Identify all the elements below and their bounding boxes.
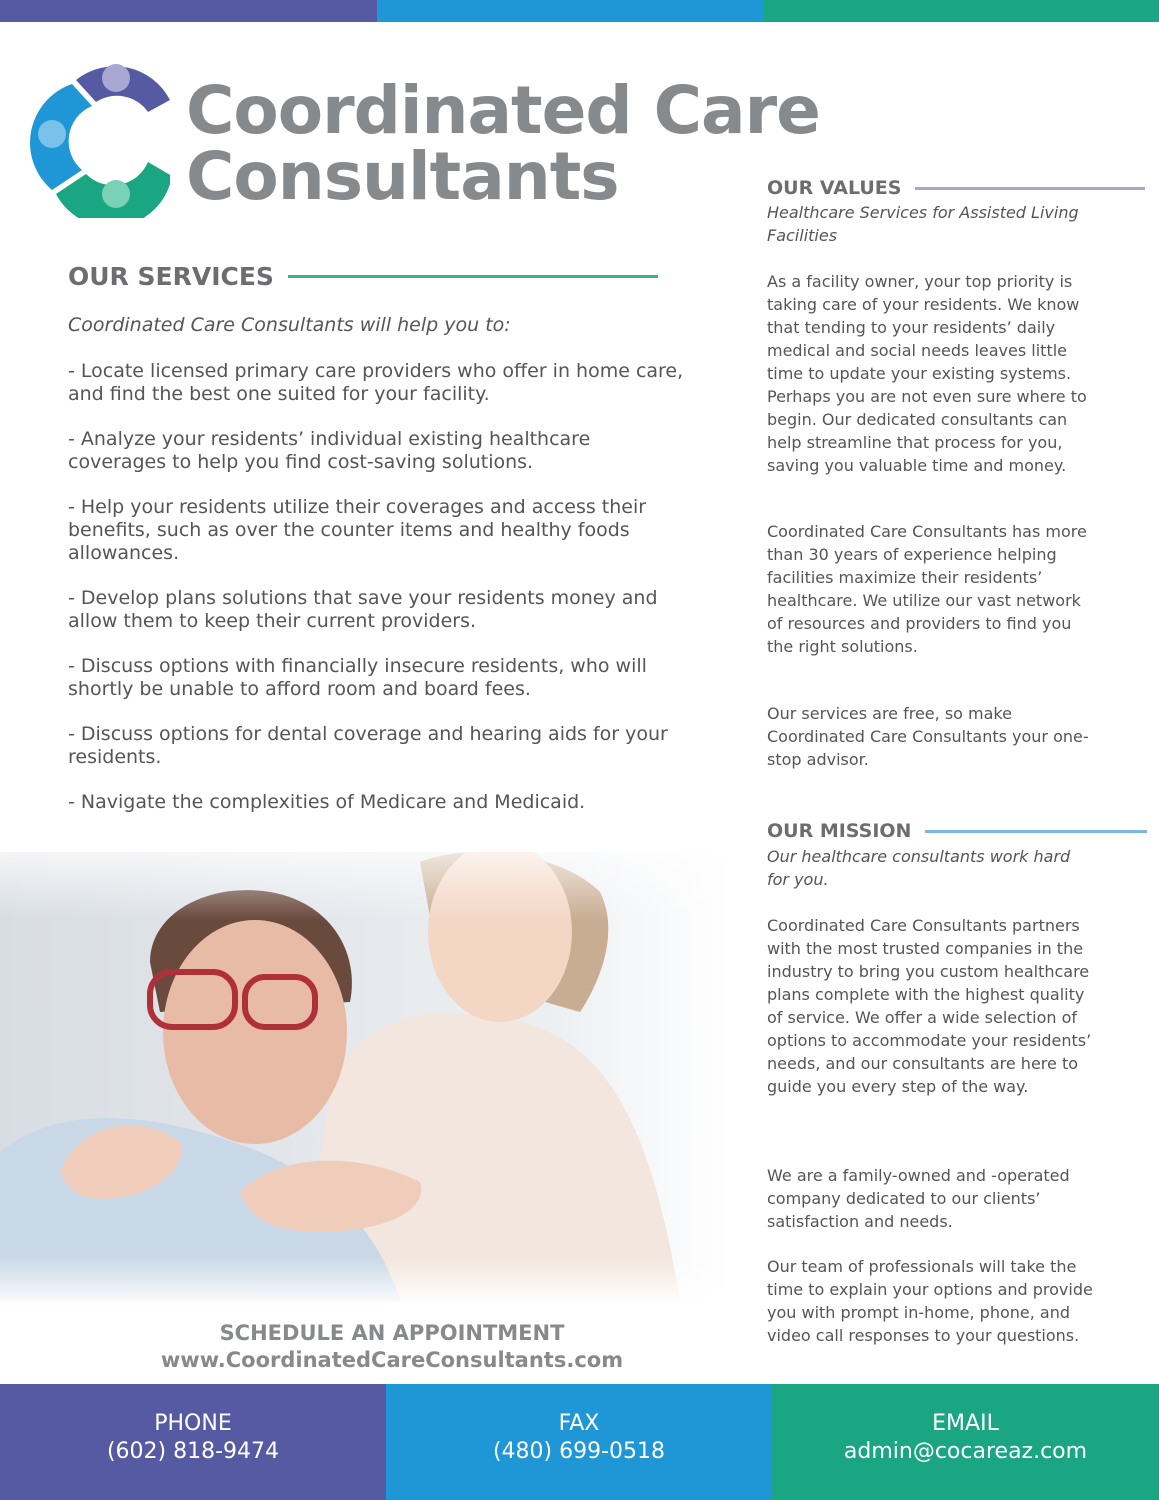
values-paragraph: As a facility owner, your top priority is taking care of your residents. We know that tending to your residents’ daily medical and social needs leaves little time to update your existing systems. Perhaps you are not even sure where to begin. Our dedicated consultants can help streamline that process for you, saving you valuable time and money. bbox=[767, 272, 1087, 475]
mission-paragraph: We are a family-owned and -operated company dedicated to our clients’ satisfaction and needs. bbox=[767, 1166, 1070, 1231]
caregiver-photo bbox=[0, 852, 730, 1302]
list-item: - Navigate the complexities of Medicare and Medicaid. bbox=[68, 791, 586, 813]
mission-paragraph: Coordinated Care Consultants partners with the most trusted companies in the industry to bring you custom healthcare plans complete with the highest quality of service. We offer a wide selection of options to accommodate your residents’ needs, and our consultants are here to guide you every step of the way. bbox=[767, 916, 1092, 1096]
top-bar-green bbox=[764, 0, 1159, 22]
mission-heading bbox=[767, 820, 1147, 842]
website-link[interactable]: www.CoordinatedCareConsultants.com bbox=[160, 1348, 624, 1372]
logo-dot-purple bbox=[102, 64, 130, 92]
mission-subtitle: Our healthcare consultants work hard for you. bbox=[767, 847, 1071, 889]
services-intro: Coordinated Care Consultants will help you to: bbox=[68, 314, 511, 336]
logo-c-icon bbox=[30, 58, 170, 218]
logo-dot-green bbox=[102, 180, 130, 208]
values-heading bbox=[767, 177, 1145, 199]
mission-title: OUR MISSION bbox=[767, 820, 912, 842]
list-item: - Analyze your residents’ individual existing healthcare coverages to help you find cost-saving solutions. bbox=[68, 428, 591, 473]
logo-wordmark bbox=[186, 72, 820, 215]
services-heading bbox=[68, 262, 658, 291]
list-item: - Discuss options for dental coverage and hearing aids for your residents. bbox=[68, 723, 668, 768]
list-item: - Discuss options with financially insecure residents, who will shortly be unable to afford room and board fees. bbox=[68, 655, 647, 700]
logo-dot-blue bbox=[38, 120, 66, 148]
values-subtitle: Healthcare Services for Assisted Living Facilities bbox=[767, 203, 1079, 245]
top-bar-purple bbox=[0, 0, 377, 22]
fax-number: (480) 699-0518 bbox=[492, 1439, 666, 1464]
list-item: - Help your residents utilize their coverages and access their benefits, such as over the counter items and healthy foods allowances. bbox=[68, 496, 647, 564]
values-rule bbox=[915, 187, 1145, 190]
values-paragraph: Our services are free, so make Coordinated Care Consultants your one-stop advisor. bbox=[767, 704, 1089, 769]
schedule-label: SCHEDULE AN APPOINTMENT bbox=[219, 1321, 565, 1345]
mission-paragraph: Our team of professionals will take the time to explain your options and provide you with prompt in-home, phone, and video call responses to your questions. bbox=[767, 1257, 1093, 1345]
values-paragraph: Coordinated Care Consultants has more than 30 years of experience helping facilities maximize their residents’ healthcare. We utilize our vast network of resources and providers to find you the right solutions. bbox=[767, 522, 1087, 656]
logo-line-2: Consultants bbox=[186, 138, 619, 215]
phone-label: PHONE bbox=[154, 1411, 232, 1436]
phone-number[interactable]: (602) 818-9474 bbox=[106, 1439, 280, 1464]
contact-footer bbox=[0, 1384, 1159, 1500]
top-color-bar bbox=[0, 0, 1159, 22]
logo-line-1: Coordinated Care bbox=[186, 72, 820, 149]
values-title: OUR VALUES bbox=[767, 177, 902, 199]
phone-block bbox=[0, 1384, 386, 1500]
services-rule bbox=[288, 275, 658, 278]
mission-rule bbox=[925, 830, 1147, 833]
email-block bbox=[772, 1384, 1159, 1500]
services-list bbox=[68, 360, 688, 836]
email-address[interactable]: admin@cocareaz.com bbox=[843, 1439, 1088, 1464]
fax-block bbox=[386, 1384, 772, 1500]
email-label: EMAIL bbox=[932, 1411, 999, 1436]
list-item: - Develop plans solutions that save your residents money and allow them to keep their current providers. bbox=[68, 587, 658, 632]
top-bar-blue bbox=[377, 0, 764, 22]
list-item: - Locate licensed primary care providers who offer in home care, and find the best one suited for your facility. bbox=[68, 360, 684, 405]
fax-label: FAX bbox=[558, 1411, 600, 1436]
services-title: OUR SERVICES bbox=[68, 262, 274, 291]
